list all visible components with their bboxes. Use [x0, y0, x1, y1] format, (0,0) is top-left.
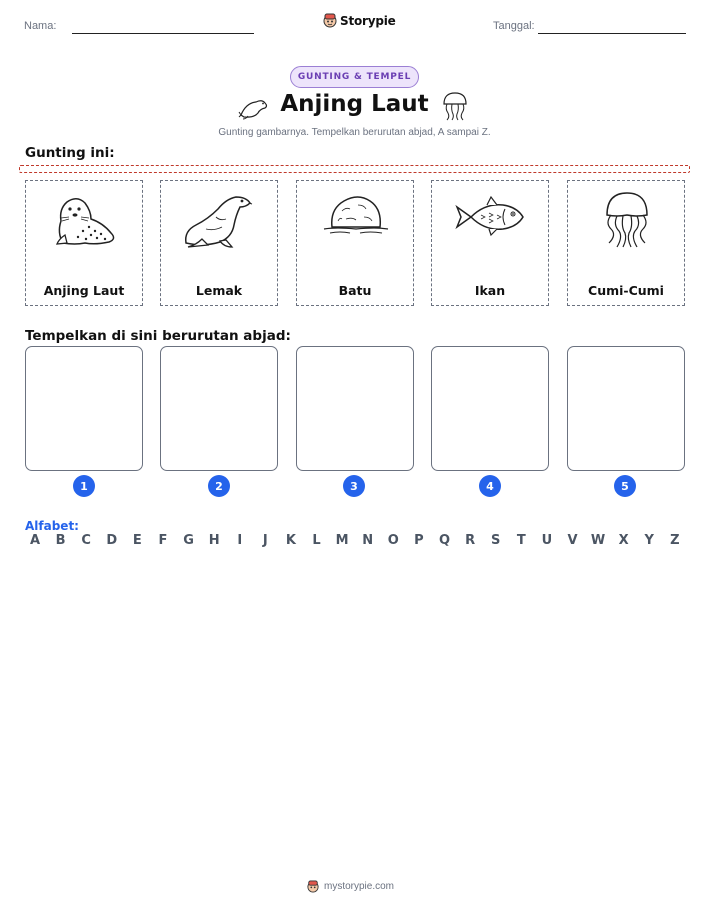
- alphabet-letter: Y: [644, 533, 654, 548]
- paste-slot-1[interactable]: [25, 346, 143, 471]
- alphabet-letter: S: [491, 533, 501, 548]
- alphabet-letter: R: [465, 533, 476, 548]
- paste-section-label: Tempelkan di sini berurutan abjad:: [25, 328, 291, 344]
- alphabet-letter: Q: [438, 533, 451, 548]
- fish-icon: [451, 187, 531, 249]
- footer: [307, 880, 394, 893]
- jellyfish-icon: [438, 91, 472, 121]
- cut-card-jellyfish[interactable]: [567, 180, 685, 306]
- alphabet-letter: O: [387, 533, 399, 548]
- cut-card-seal[interactable]: [25, 180, 143, 306]
- storypie-mascot-icon: [323, 13, 337, 28]
- name-label: Nama:: [24, 20, 57, 32]
- alphabet-letter: W: [590, 533, 606, 548]
- alphabet-label: Alfabet:: [25, 519, 79, 533]
- name-line: [72, 33, 254, 34]
- paste-slot-4[interactable]: [431, 346, 549, 471]
- rock-icon: [316, 187, 396, 249]
- paste-slot-5[interactable]: [567, 346, 685, 471]
- alphabet-letter: T: [516, 533, 526, 548]
- alphabet-letter: F: [158, 533, 168, 548]
- cut-card-rock[interactable]: [296, 180, 414, 306]
- cut-card-fish[interactable]: [431, 180, 549, 306]
- card-label: Ikan: [474, 283, 506, 298]
- activity-badge: GUNTING & TEMPEL: [290, 66, 419, 88]
- alphabet-letter: V: [567, 533, 578, 548]
- slot-number-1: 1: [73, 475, 95, 497]
- jellyfish-icon: [587, 187, 667, 249]
- card-label: Anjing Laut: [43, 283, 125, 298]
- brand-logo: [323, 13, 396, 28]
- slot-number-2: 2: [208, 475, 230, 497]
- paste-slot-2[interactable]: [160, 346, 278, 471]
- alphabet-letter: X: [618, 533, 629, 548]
- card-label: Cumi-Cumi: [588, 283, 664, 298]
- alphabet-letter: B: [55, 533, 66, 548]
- alphabet-letter: H: [208, 533, 220, 548]
- paste-slot-3[interactable]: [296, 346, 414, 471]
- alphabet-letter: N: [362, 533, 374, 548]
- alphabet-letter: L: [312, 533, 321, 548]
- alphabet-letter: D: [106, 533, 118, 548]
- storypie-mascot-icon: [307, 880, 319, 893]
- cut-card-sea-lion[interactable]: [160, 180, 278, 306]
- date-line: [538, 33, 686, 34]
- alphabet-letter: Z: [670, 533, 680, 548]
- card-label: Lemak: [195, 283, 243, 298]
- alphabet-letter: A: [29, 533, 41, 548]
- alphabet-letter: E: [132, 533, 142, 548]
- alphabet-row: [25, 533, 685, 548]
- alphabet-letter: J: [262, 533, 268, 548]
- alphabet-letter: P: [414, 533, 424, 548]
- alphabet-letter: C: [81, 533, 91, 548]
- name-field: [24, 20, 56, 32]
- slot-number-5: 5: [614, 475, 636, 497]
- alphabet-letter: K: [285, 533, 296, 548]
- sea-lion-icon: [180, 187, 260, 249]
- footer-url: mystorypie.com: [324, 881, 395, 892]
- date-field: [493, 20, 535, 32]
- cut-line: [19, 165, 690, 173]
- alphabet-letter: G: [183, 533, 194, 548]
- instructions: Gunting gambarnya. Tempelkan berurutan abjad, A sampai Z.: [218, 127, 491, 138]
- alphabet-letter: U: [541, 533, 553, 548]
- seal-icon: [45, 187, 125, 249]
- alphabet-letter: I: [237, 533, 243, 548]
- slot-number-3: 3: [343, 475, 365, 497]
- cut-section-label: Gunting ini:: [25, 145, 115, 161]
- slot-number-4: 4: [479, 475, 501, 497]
- date-label: Tanggal:: [493, 20, 535, 32]
- alphabet-letter: M: [335, 533, 349, 548]
- page-title: Anjing Laut: [280, 91, 429, 117]
- brand-name: Storypie: [340, 13, 396, 28]
- card-label: Batu: [338, 283, 372, 298]
